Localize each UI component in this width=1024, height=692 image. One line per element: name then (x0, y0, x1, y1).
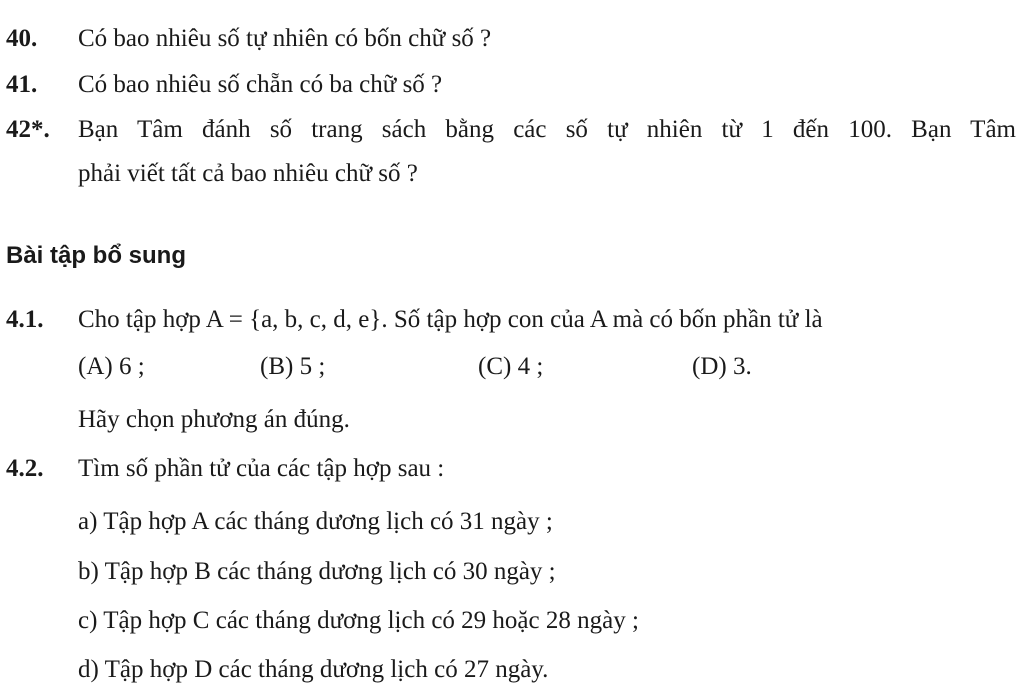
exercise-number: 41. (6, 71, 38, 98)
exercise-number: 4.2. (6, 455, 44, 482)
exercise-number: 40. (6, 25, 38, 52)
exercise-instruction: Hãy chọn phương án đúng. (78, 406, 350, 433)
answer-option-a: (A) 6 ; (78, 353, 145, 380)
exercise-number: 4.1. (6, 306, 44, 333)
exercise-text: Có bao nhiêu số chẵn có ba chữ số ? (78, 71, 443, 98)
exercise-text-line2: phải viết tất cả bao nhiêu chữ số ? (78, 160, 418, 187)
list-item: a) Tập hợp A các tháng dương lịch có 31 ngày ; (78, 508, 553, 535)
exercise-number: 42*. (6, 116, 50, 143)
list-item: c) Tập hợp C các tháng dương lịch có 29 hoặc 28 ngày ; (78, 607, 639, 634)
list-item: d) Tập hợp D các tháng dương lịch có 27 ngày. (78, 656, 549, 683)
list-item: b) Tập hợp B các tháng dương lịch có 30 ngày ; (78, 558, 556, 585)
exercise-text: Tìm số phần tử của các tập hợp sau : (78, 455, 445, 482)
section-title: Bài tập bổ sung (6, 242, 186, 269)
exercise-text: Có bao nhiêu số tự nhiên có bốn chữ số ? (78, 25, 492, 52)
answer-option-c: (C) 4 ; (478, 353, 544, 380)
answer-option-b: (B) 5 ; (260, 353, 326, 380)
exercise-text: Cho tập hợp A = {a, b, c, d, e}. Số tập hợp con của A mà có bốn phần tử là (78, 306, 823, 333)
answer-option-d: (D) 3. (692, 353, 752, 380)
exercise-text-line1: Bạn Tâm đánh số trang sách bằng các số tự nhiên từ 1 đến 100. Bạn Tâm (78, 116, 1016, 143)
